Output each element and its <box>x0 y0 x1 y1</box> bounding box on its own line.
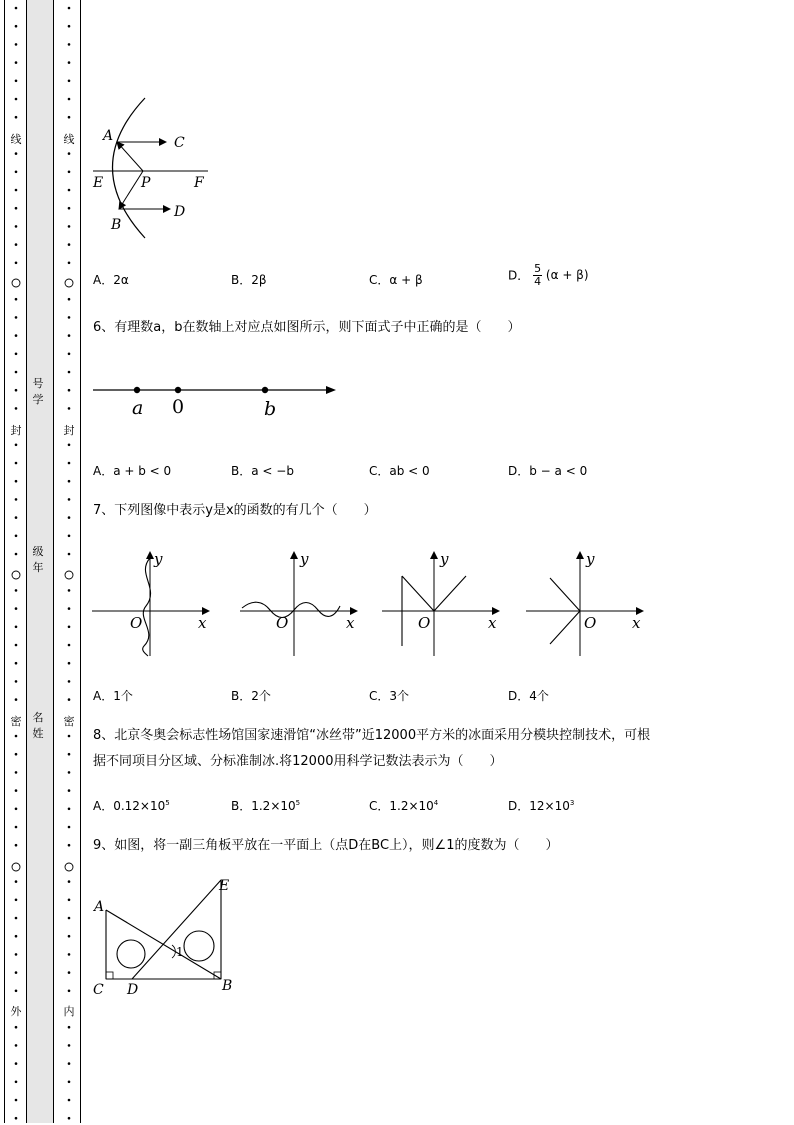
margin-dot <box>15 371 18 374</box>
margin-dot <box>15 1099 18 1102</box>
q5-label-A: A <box>103 128 114 144</box>
margin-dot <box>68 1044 71 1047</box>
margin-dot <box>15 1081 18 1084</box>
margin-dot <box>68 553 71 556</box>
margin-dot <box>68 298 71 301</box>
margin-dot <box>68 498 71 501</box>
margin-dot <box>15 1062 18 1065</box>
margin-dot <box>15 753 18 756</box>
margin-dot <box>15 207 18 210</box>
margin-dot <box>68 535 71 538</box>
margin-dot <box>15 7 18 10</box>
q5-label-D: D <box>174 204 186 220</box>
margin-char-nei-inner: 内 <box>63 1005 75 1018</box>
margin-char-mi-inner: 密 <box>63 715 75 728</box>
margin-dot <box>68 808 71 811</box>
q8-option-c-base: C．1.2×10 <box>369 799 434 813</box>
q6-number-line <box>88 378 348 423</box>
margin-dot <box>15 899 18 902</box>
margin-dot <box>15 25 18 28</box>
margin-dot <box>15 644 18 647</box>
q7-stem: 7、下列图像中表示y是x的函数的有几个（ ） <box>93 503 377 518</box>
margin-dot <box>15 917 18 920</box>
margin-dot <box>68 626 71 629</box>
margin-dot <box>68 61 71 64</box>
margin-char-feng-inner: 封 <box>63 424 75 437</box>
outer-dot-column <box>9 0 23 1123</box>
q7-graph-2 <box>240 550 356 656</box>
margin-dot <box>15 589 18 592</box>
margin-dot <box>15 243 18 246</box>
q8-option-d-exp: 3 <box>569 799 575 807</box>
margin-char-wai-outer: 外 <box>10 1005 22 1018</box>
margin-dot <box>68 43 71 46</box>
q7-option-b[interactable]: B．2个 <box>231 689 271 703</box>
q7-graph-1 <box>92 550 208 656</box>
margin-dot <box>15 935 18 938</box>
svg-text:y: y <box>154 550 163 568</box>
margin-dot <box>15 43 18 46</box>
margin-dot <box>68 935 71 938</box>
margin-circle <box>12 279 20 287</box>
svg-text:O: O <box>130 614 143 632</box>
margin-char-mi-outer: 密 <box>10 715 22 728</box>
margin-dot <box>15 771 18 774</box>
margin-dot <box>15 1044 18 1047</box>
margin-dot <box>68 917 71 920</box>
margin-dot <box>68 189 71 192</box>
margin-dot <box>15 735 18 738</box>
q6-label-zero: 0 <box>172 396 185 418</box>
margin-dot <box>68 243 71 246</box>
q6-axis-arrow <box>326 386 336 394</box>
q5-label-B: B <box>111 217 122 233</box>
margin-dot <box>68 753 71 756</box>
margin-dot <box>68 1062 71 1065</box>
margin-dot <box>68 589 71 592</box>
q7-graph-4 <box>526 550 642 656</box>
q9-right-angle-c <box>106 972 113 979</box>
margin-dot <box>68 480 71 483</box>
margin-circle <box>12 571 20 579</box>
q6-label-a: a <box>132 397 144 419</box>
q8-option-a[interactable] <box>93 797 170 814</box>
margin-dot <box>68 771 71 774</box>
q5-option-a[interactable]: A．2α <box>93 273 129 287</box>
margin-dot <box>15 353 18 356</box>
q8-option-c[interactable] <box>369 797 438 814</box>
svg-text:O: O <box>584 614 597 632</box>
margin-dot <box>15 407 18 410</box>
margin-dot <box>15 334 18 337</box>
field-class: 级年 <box>32 545 44 574</box>
q5-option-d[interactable] <box>508 263 589 287</box>
margin-dot <box>68 1026 71 1029</box>
svg-text:y: y <box>440 550 449 568</box>
margin-dot <box>68 371 71 374</box>
q5-label-C: C <box>174 135 185 151</box>
inner-margin-line <box>80 0 81 1123</box>
margin-dot <box>15 480 18 483</box>
q5-label-F: F <box>194 175 204 191</box>
margin-dot <box>68 971 71 974</box>
margin-dot <box>68 698 71 701</box>
margin-dot <box>15 844 18 847</box>
margin-dot <box>15 953 18 956</box>
svg-text:O: O <box>276 614 289 632</box>
margin-dot <box>68 7 71 10</box>
svg-text:x: x <box>346 614 355 632</box>
q5-option-d-rest: (α + β) <box>545 268 589 283</box>
q7-option-a[interactable]: A．1个 <box>93 689 133 703</box>
margin-dot <box>68 1099 71 1102</box>
margin-circle <box>12 863 20 871</box>
margin-dot <box>68 516 71 519</box>
field-name: 名姓 <box>32 711 44 740</box>
margin-dot <box>68 644 71 647</box>
margin-char-feng-outer: 封 <box>10 424 22 437</box>
margin-dot <box>15 990 18 993</box>
margin-dot <box>68 990 71 993</box>
q7-graphs <box>88 546 658 664</box>
q9-hole-left <box>117 940 145 968</box>
margin-dot <box>68 25 71 28</box>
margin-char-xian-outer: 线 <box>10 133 22 146</box>
margin-dot <box>68 880 71 883</box>
margin-dot <box>15 698 18 701</box>
q8-stem-line2: 据不同项目分区域、分标准制冰.将12000用科学记数法表示为（ ） <box>93 754 503 769</box>
q6-option-d[interactable]: D．b − a < 0 <box>508 464 588 478</box>
margin-dot <box>68 953 71 956</box>
margin-dot <box>15 826 18 829</box>
q5-label-P: P <box>141 175 151 191</box>
q5-option-b[interactable]: B．2β <box>231 273 267 287</box>
margin-dot <box>68 607 71 610</box>
q5-label-E: E <box>93 175 104 191</box>
field-exam-number: 号学 <box>32 377 44 406</box>
margin-dot <box>68 116 71 119</box>
margin-dot <box>15 607 18 610</box>
margin-dot <box>68 444 71 447</box>
margin-dot <box>15 662 18 665</box>
q5-option-d-denominator: 4 <box>534 274 542 288</box>
svg-text:y: y <box>300 550 309 568</box>
margin-dot <box>68 389 71 392</box>
margin-dot <box>68 462 71 465</box>
q5-option-d-fraction <box>533 263 542 287</box>
margin-dot <box>15 116 18 119</box>
q6-point-b <box>262 387 268 393</box>
margin-dot <box>15 61 18 64</box>
svg-text:x: x <box>632 614 641 632</box>
margin-dot <box>68 680 71 683</box>
q9-label-B: B <box>222 978 233 994</box>
margin-dot <box>68 334 71 337</box>
q9-angle-label: 1 <box>176 945 184 959</box>
margin-dot <box>68 899 71 902</box>
margin-dot <box>68 1081 71 1084</box>
q9-hole-right <box>184 931 214 961</box>
margin-dot <box>68 1117 71 1120</box>
margin-dot <box>15 316 18 319</box>
q9-figure <box>88 872 248 1002</box>
margin-dot <box>15 498 18 501</box>
margin-dot <box>68 80 71 83</box>
margin-dot <box>15 262 18 265</box>
margin-dot <box>15 971 18 974</box>
q6-option-b[interactable]: B．a < −b <box>231 464 294 478</box>
margin-dot <box>15 516 18 519</box>
margin-dot <box>15 189 18 192</box>
margin-dot <box>15 626 18 629</box>
margin-dot <box>68 225 71 228</box>
q6-point-a <box>134 387 140 393</box>
margin-dot <box>15 98 18 101</box>
q9-side-de <box>132 880 221 979</box>
margin-circle <box>65 279 73 287</box>
margin-dot <box>68 407 71 410</box>
svg-text:x: x <box>198 614 207 632</box>
q6-option-c[interactable]: C．ab < 0 <box>369 464 430 478</box>
margin-dot <box>68 353 71 356</box>
q6-stem: 6、有理数a，b在数轴上对应点如图所示，则下面式子中正确的是（ ） <box>93 320 521 335</box>
q8-option-a-exp: 5 <box>165 799 170 807</box>
margin-circle <box>65 863 73 871</box>
q9-label-A: A <box>94 899 105 915</box>
q7-option-c[interactable]: C．3个 <box>369 689 410 703</box>
margin-dot <box>68 826 71 829</box>
margin-circle <box>65 571 73 579</box>
q5-option-d-numerator: 5 <box>534 262 542 275</box>
margin-dot <box>15 1026 18 1029</box>
q7-option-d[interactable]: D．4个 <box>508 689 549 703</box>
q9-label-D: D <box>127 982 139 998</box>
q8-option-b-base: B．1.2×10 <box>231 799 296 813</box>
margin-dot <box>68 262 71 265</box>
q8-stem-line1: 8、北京冬奥会标志性场馆国家速滑馆“冰丝带”近12000平方米的冰面采用分模块控制技术，可根 <box>93 728 651 743</box>
margin-dot <box>15 808 18 811</box>
q8-option-b[interactable] <box>231 797 300 814</box>
margin-dot <box>15 152 18 155</box>
margin-dot <box>15 462 18 465</box>
q5-figure <box>88 92 218 242</box>
q8-option-a-base: A．0.12×10 <box>93 799 166 813</box>
margin-dot <box>15 789 18 792</box>
q8-option-d[interactable] <box>508 797 574 814</box>
q6-label-b: b <box>264 398 277 420</box>
margin-dot <box>68 735 71 738</box>
margin-dot <box>15 298 18 301</box>
margin-dot <box>15 389 18 392</box>
margin-dot <box>68 662 71 665</box>
q5-arrow-pa <box>117 142 143 171</box>
margin-dot <box>68 152 71 155</box>
svg-text:x: x <box>488 614 497 632</box>
margin-dot <box>15 680 18 683</box>
margin-dot <box>68 789 71 792</box>
q8-option-b-exp: 5 <box>295 799 301 807</box>
margin-dot <box>68 98 71 101</box>
q7-graph-3 <box>382 550 498 656</box>
margin-dot <box>15 535 18 538</box>
outer-dots-svg <box>9 0 23 1123</box>
margin-dot <box>15 225 18 228</box>
svg-text:O: O <box>418 614 431 632</box>
margin-dot <box>68 844 71 847</box>
margin-dot <box>15 553 18 556</box>
margin-dot <box>15 1117 18 1120</box>
q9-stem: 9、如图，将一副三角板平放在一平面上（点D在BC上），则∠1的度数为（ ） <box>93 838 559 853</box>
q5-option-d-prefix: D． <box>508 268 530 283</box>
margin-dot <box>15 171 18 174</box>
q9-label-C: C <box>93 982 104 998</box>
margin-dot <box>68 207 71 210</box>
q5-option-c[interactable]: C．α + β <box>369 273 423 287</box>
margin-char-xian-inner: 线 <box>63 133 75 146</box>
margin-dot <box>15 444 18 447</box>
q6-option-a[interactable]: A．a + b < 0 <box>93 464 172 478</box>
q9-label-E: E <box>219 878 230 894</box>
margin-dot <box>15 880 18 883</box>
q6-point-zero <box>175 387 181 393</box>
inner-dot-column <box>62 0 76 1123</box>
q5-arrow-pb <box>119 171 143 209</box>
q8-option-c-exp: 4 <box>433 799 439 807</box>
margin-dot <box>68 171 71 174</box>
margin-dot <box>15 80 18 83</box>
inner-dots-svg <box>62 0 76 1123</box>
q8-option-d-base: D．12×10 <box>508 799 570 813</box>
svg-text:y: y <box>586 550 595 568</box>
outer-margin-line <box>4 0 5 1123</box>
margin-dot <box>68 316 71 319</box>
